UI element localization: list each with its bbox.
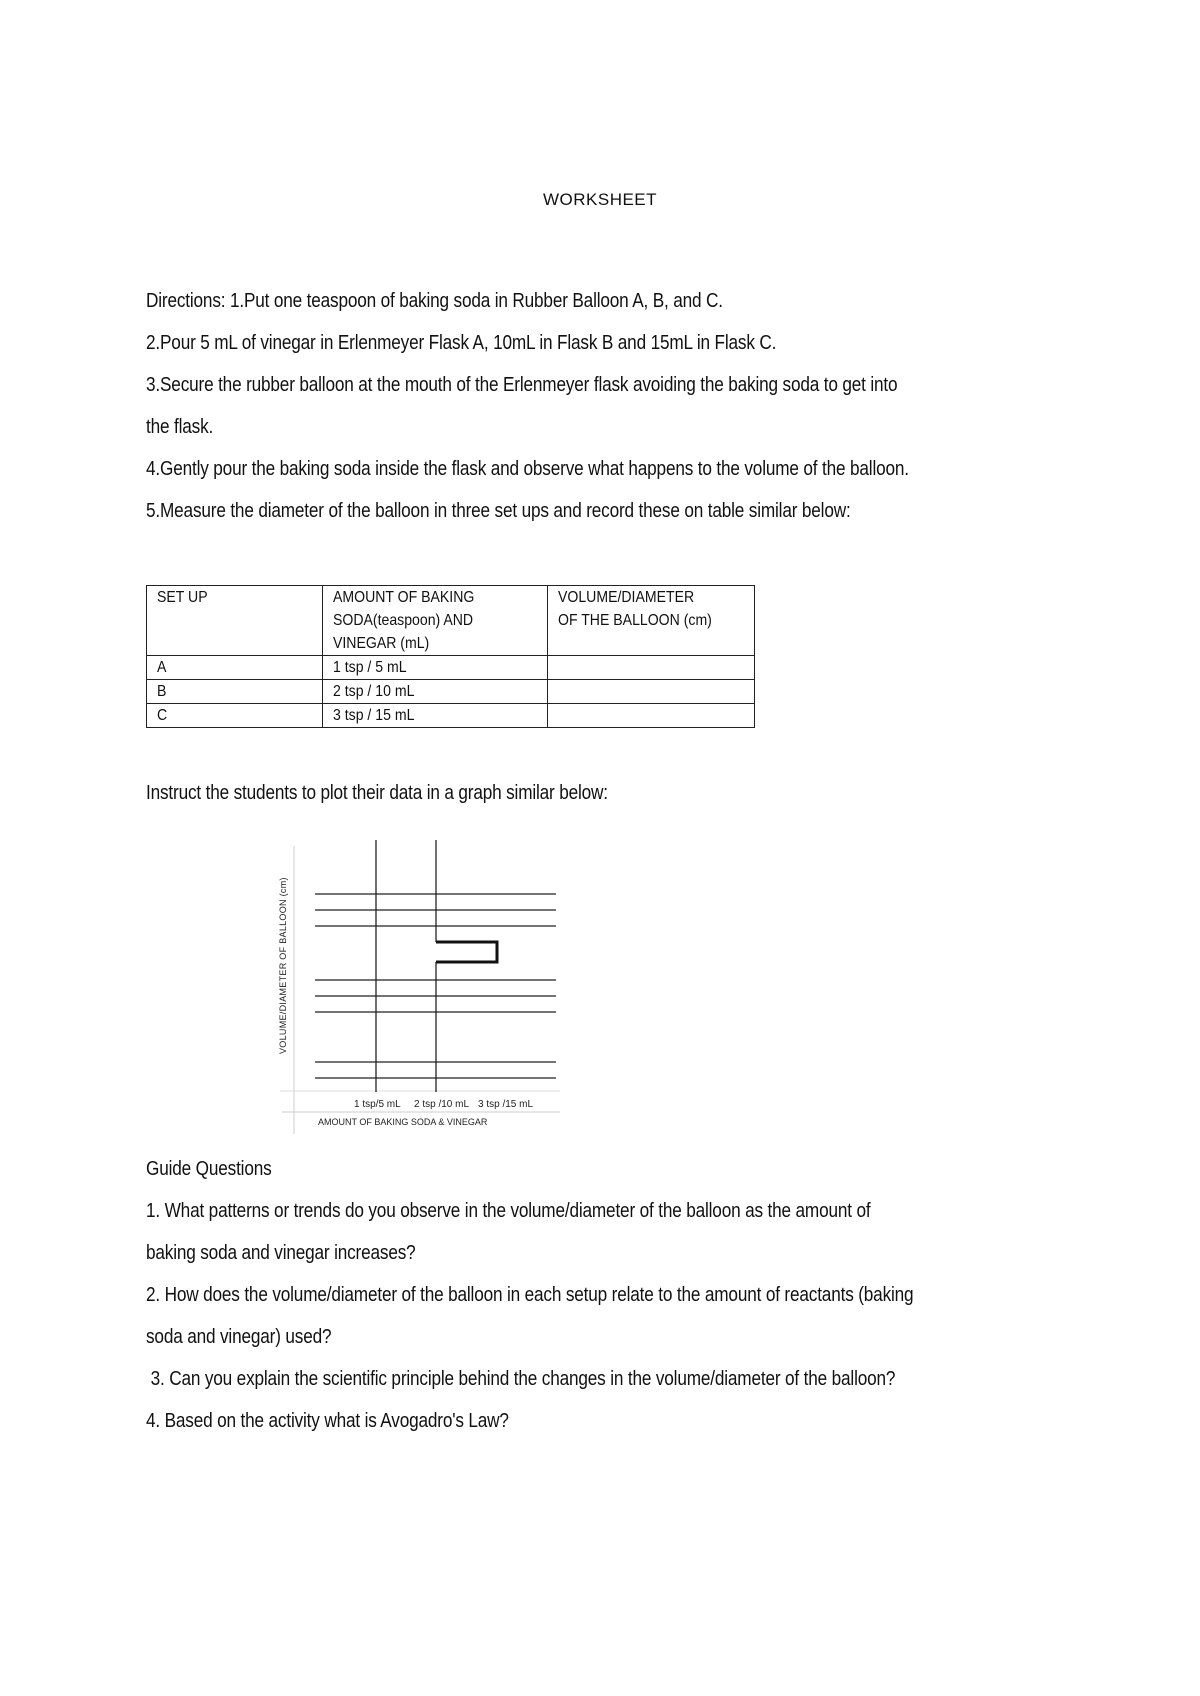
data-table [146, 585, 755, 728]
graph-y-label: VOLUME/DIAMETER OF BALLOON (cm) [278, 877, 288, 1054]
table-row [147, 680, 755, 704]
page-title: WORKSHEET [542, 190, 658, 209]
guide-title: Guide Questions [146, 1158, 272, 1180]
question-line: 2. How does the volume/diameter of the balloon in each setup relate to the amount of reactants (baking [146, 1284, 914, 1306]
direction-line: 2.Pour 5 mL of vinegar in Erlenmeyer Flask A, 10mL in Flask B and 15mL in Flask C. [146, 332, 777, 354]
question-line: baking soda and vinegar increases? [146, 1242, 416, 1264]
table-cell: 1 tsp / 5 mL [323, 656, 548, 680]
table-header-cell: AMOUNT OF BAKING SODA(teaspoon) AND VINEGAR (mL) [323, 586, 548, 656]
table-cell [548, 680, 755, 704]
table-cell: A [147, 656, 323, 680]
table-header-cell: SET UP [147, 586, 323, 656]
table-cell [548, 704, 755, 728]
graph-image [270, 836, 570, 1136]
graph-x-tick: 3 tsp /15 mL [478, 1099, 534, 1110]
instruction-text: Instruct the students to plot their data in a graph similar below: [146, 782, 608, 804]
question-line: 3. Can you explain the scientific principle behind the changes in the volume/diameter of the balloon? [146, 1368, 896, 1390]
table-cell [548, 656, 755, 680]
direction-line: 3.Secure the rubber balloon at the mouth of the Erlenmeyer flask avoiding the baking soda to get into [146, 374, 898, 396]
question-line: 1. What patterns or trends do you observe in the volume/diameter of the balloon as the amount of [146, 1200, 871, 1222]
table-row [147, 656, 755, 680]
direction-line: 4.Gently pour the baking soda inside the flask and observe what happens to the volume of the balloon. [146, 458, 909, 480]
graph-x-tick: 1 tsp/5 mL [354, 1099, 401, 1110]
table-header-cell: VOLUME/DIAMETER OF THE BALLOON (cm) [548, 586, 755, 656]
table-cell: B [147, 680, 323, 704]
question-line: 4. Based on the activity what is Avogadro's Law? [146, 1410, 509, 1432]
graph-x-label: AMOUNT OF BAKING SODA & VINEGAR [318, 1117, 488, 1127]
graph-mark [436, 942, 497, 962]
graph-grid [315, 840, 556, 1092]
direction-line: the flask. [146, 416, 214, 438]
direction-line: 5.Measure the diameter of the balloon in three set ups and record these on table similar below: [146, 500, 851, 522]
question-line: soda and vinegar) used? [146, 1326, 332, 1348]
table-header-row [147, 586, 755, 656]
graph-x-tick: 2 tsp /10 mL [414, 1099, 470, 1110]
table-row [147, 704, 755, 728]
direction-line: Directions: 1.Put one teaspoon of baking soda in Rubber Balloon A, B, and C. [146, 290, 723, 312]
table-cell: C [147, 704, 323, 728]
table-cell: 2 tsp / 10 mL [323, 680, 548, 704]
table-cell: 3 tsp / 15 mL [323, 704, 548, 728]
